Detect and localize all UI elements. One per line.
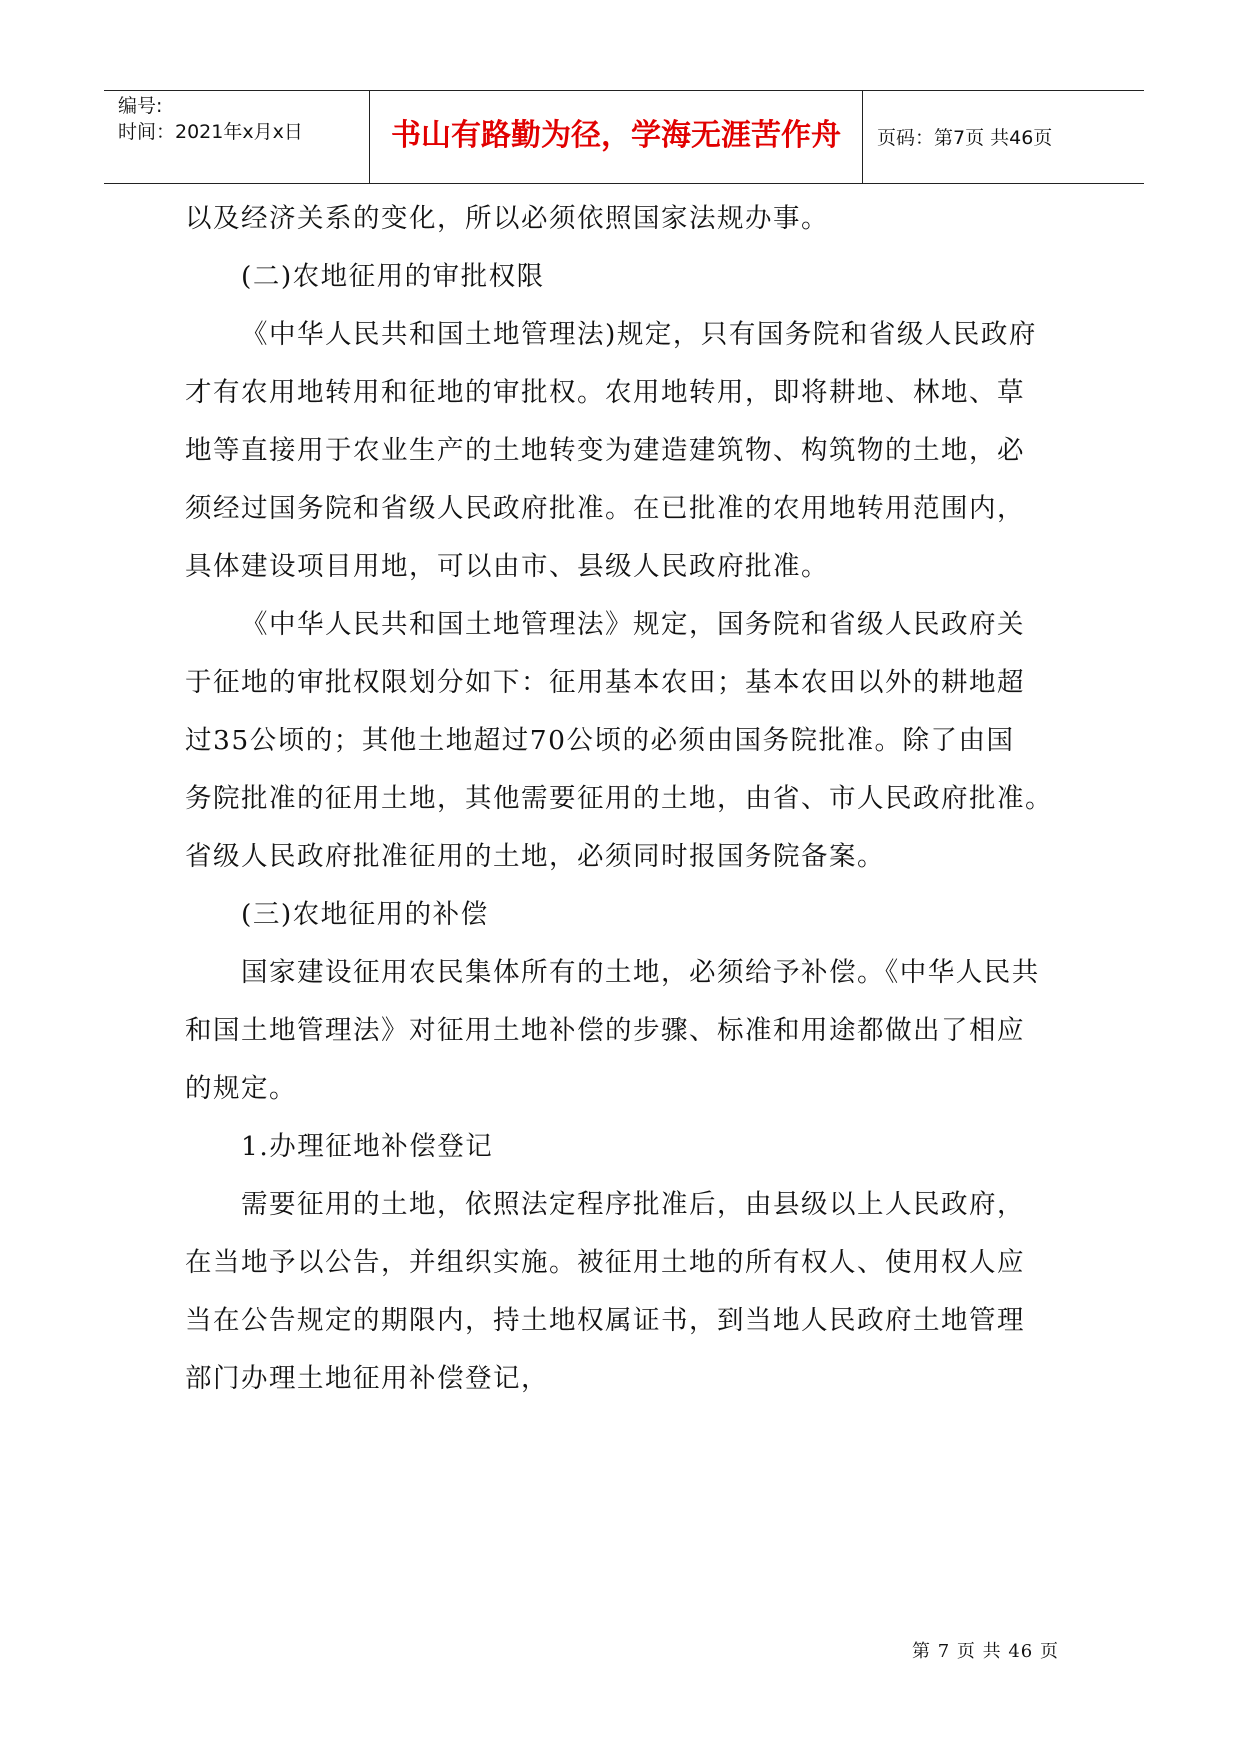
body-line: 国家建设征用农民集体所有的土地，必须给予补偿。《中华人民共	[241, 957, 1040, 988]
header-motto: 书山有路勤为径，学海无涯苦作舟	[391, 118, 841, 153]
body-line: 以及经济关系的变化，所以必须依照国家法规办事。	[185, 203, 829, 234]
section-heading: (三)农地征用的补偿	[241, 899, 489, 930]
body-line: 当在公告规定的期限内，持土地权属证书，到当地人民政府土地管理	[185, 1305, 1025, 1336]
body-line: 需要征用的土地，依照法定程序批准后，由县级以上人民政府，	[241, 1189, 1025, 1220]
body-line: 《中华人民共和国土地管理法》规定，国务院和省级人民政府关	[241, 609, 1025, 640]
header-meta-cell	[104, 91, 369, 183]
document-time: 时间：2021年x月x日	[118, 121, 303, 143]
body-line: 在当地予以公告，并组织实施。被征用土地的所有权人、使用权人应	[185, 1247, 1025, 1278]
body-line: 和国土地管理法》对征用土地补偿的步骤、标准和用途都做出了相应	[185, 1015, 1025, 1046]
body-line: 过35公顷的；其他土地超过70公顷的必须由国务院批准。除了由国	[185, 725, 1015, 756]
body-line: 省级人民政府批准征用的土地，必须同时报国务院备案。	[185, 841, 885, 872]
header-motto-cell	[369, 91, 863, 183]
body-line: 具体建设项目用地，可以由市、县级人民政府批准。	[185, 551, 829, 582]
header-page-cell	[863, 91, 1144, 183]
body-line: 的规定。	[185, 1073, 297, 1104]
body-line: 地等直接用于农业生产的土地转变为建造建筑物、构筑物的土地，必	[185, 435, 1025, 466]
subsection-heading: 1.办理征地补偿登记	[241, 1131, 494, 1162]
body-line: 才有农用地转用和征地的审批权。农用地转用，即将耕地、林地、草	[185, 377, 1025, 408]
header-page-info: 页码：第7页 共46页	[877, 127, 1053, 149]
body-line: 《中华人民共和国土地管理法)规定，只有国务院和省级人民政府	[241, 319, 1037, 350]
section-heading: (二)农地征用的审批权限	[241, 261, 545, 292]
document-header	[104, 90, 1144, 184]
page-footer: 第 7 页 共 46 页	[912, 1641, 1059, 1662]
body-line: 务院批准的征用土地，其他需要征用的土地，由省、市人民政府批准。	[185, 783, 1053, 814]
body-line: 部门办理土地征用补偿登记，	[185, 1363, 549, 1394]
document-number-label: 编号:	[118, 95, 163, 117]
body-line: 于征地的审批权限划分如下：征用基本农田；基本农田以外的耕地超	[185, 667, 1025, 698]
body-line: 须经过国务院和省级人民政府批准。在已批准的农用地转用范围内，	[185, 493, 1025, 524]
